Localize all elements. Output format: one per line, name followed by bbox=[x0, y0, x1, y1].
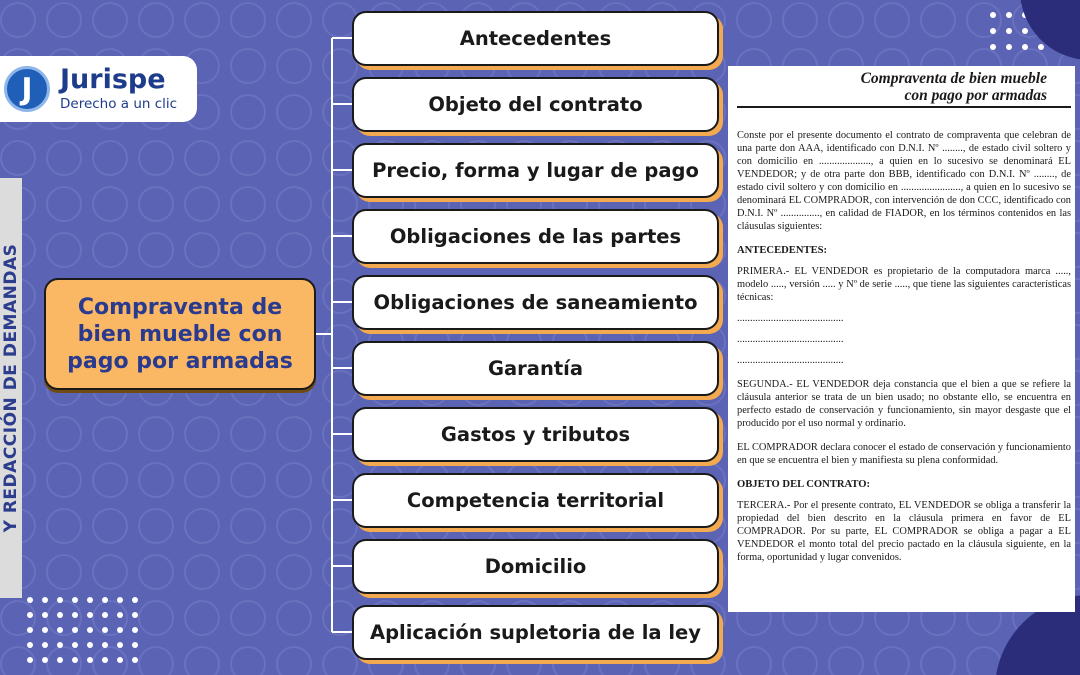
item-antecedentes: Antecedentes bbox=[352, 11, 719, 66]
logo-icon: J bbox=[4, 66, 50, 112]
document-clause-segunda: SEGUNDA.- EL VENDEDOR deja constancia que el bien a que se refiere la cláusula anterior se trata de un bien usado; no obstante ello, se encuentra en perfecto estado de conservación y funcionamiento, sin mayor desgaste que el producido por el uso normal y ordinario. bbox=[737, 379, 1071, 429]
main-title: Compraventa de bien mueble con pago por armadas bbox=[44, 278, 316, 390]
document-title: Compraventa de bien mueble con pago por armadas bbox=[860, 70, 1047, 104]
document-blank-line: ......................................... bbox=[737, 334, 844, 345]
document-blank-line: ......................................... bbox=[737, 313, 844, 324]
document-clause-tercera: TERCERA.- Por el presente contrato, EL VENDEDOR se obliga a transferir la propiedad del bien descrito en la cláusula primera en favor de EL COMPRADOR. Por su parte, EL COMPRADOR se obliga a pagar a EL VENDEDOR el monto total del precio pactado en la cláusula siguiente, en la forma, oportunidad y lugar convenidos. bbox=[737, 500, 1071, 563]
contract-document bbox=[728, 66, 1075, 612]
document-clause-primera: PRIMERA.- EL VENDEDOR es propietario de la computadora marca ....., modelo ....., versión ..... y Nº de serie ....., que tiene las siguientes características técnicas: bbox=[737, 266, 1071, 303]
side-label-text: Y REDACCIÓN DE DEMANDAS bbox=[1, 243, 21, 533]
item-precio-forma-lugar-pago: Precio, forma y lugar de pago bbox=[352, 143, 719, 198]
item-objeto-del-contrato: Objeto del contrato bbox=[352, 77, 719, 132]
item-domicilio: Domicilio bbox=[352, 539, 719, 594]
item-gastos-tributos: Gastos y tributos bbox=[352, 407, 719, 462]
document-heading-objeto: OBJETO DEL CONTRATO: bbox=[737, 479, 871, 490]
brand-name: Jurispe bbox=[60, 64, 166, 95]
item-aplicacion-supletoria: Aplicación supletoria de la ley bbox=[352, 605, 719, 660]
document-comprador-declaration: EL COMPRADOR declara conocer el estado de conservación y funcionamiento en que se encuentra el bien y manifiesta su plena conformidad. bbox=[737, 442, 1071, 466]
item-competencia-territorial: Competencia territorial bbox=[352, 473, 719, 528]
item-garantia: Garantía bbox=[352, 341, 719, 396]
item-obligaciones-saneamiento: Obligaciones de saneamiento bbox=[352, 275, 719, 330]
brand-tagline: Derecho a un clic bbox=[60, 96, 178, 112]
document-blank-line: ......................................... bbox=[737, 355, 844, 366]
item-obligaciones-partes: Obligaciones de las partes bbox=[352, 209, 719, 264]
document-intro: Conste por el presente documento el contrato de compraventa que celebran de una parte don AAA, identificado con D.N.I. Nº ........, de estado civil soltero y con domicilio en ...................., a quien en lo sucesivo se denominará EL VENDEDOR; y de otra parte don BBB, identificado con D.N.I. Nº ........, de estado civil soltero y con domicilio en ......................., a quien en lo sucesivo se denominará EL COMPRADOR, con intervención de don CCC, identificado con D.N.I. Nº ..............., en calidad de FIADOR, en los términos contenidos en las cláusulas siguientes: bbox=[737, 130, 1071, 232]
document-heading-antecedentes: ANTECEDENTES: bbox=[737, 245, 828, 256]
